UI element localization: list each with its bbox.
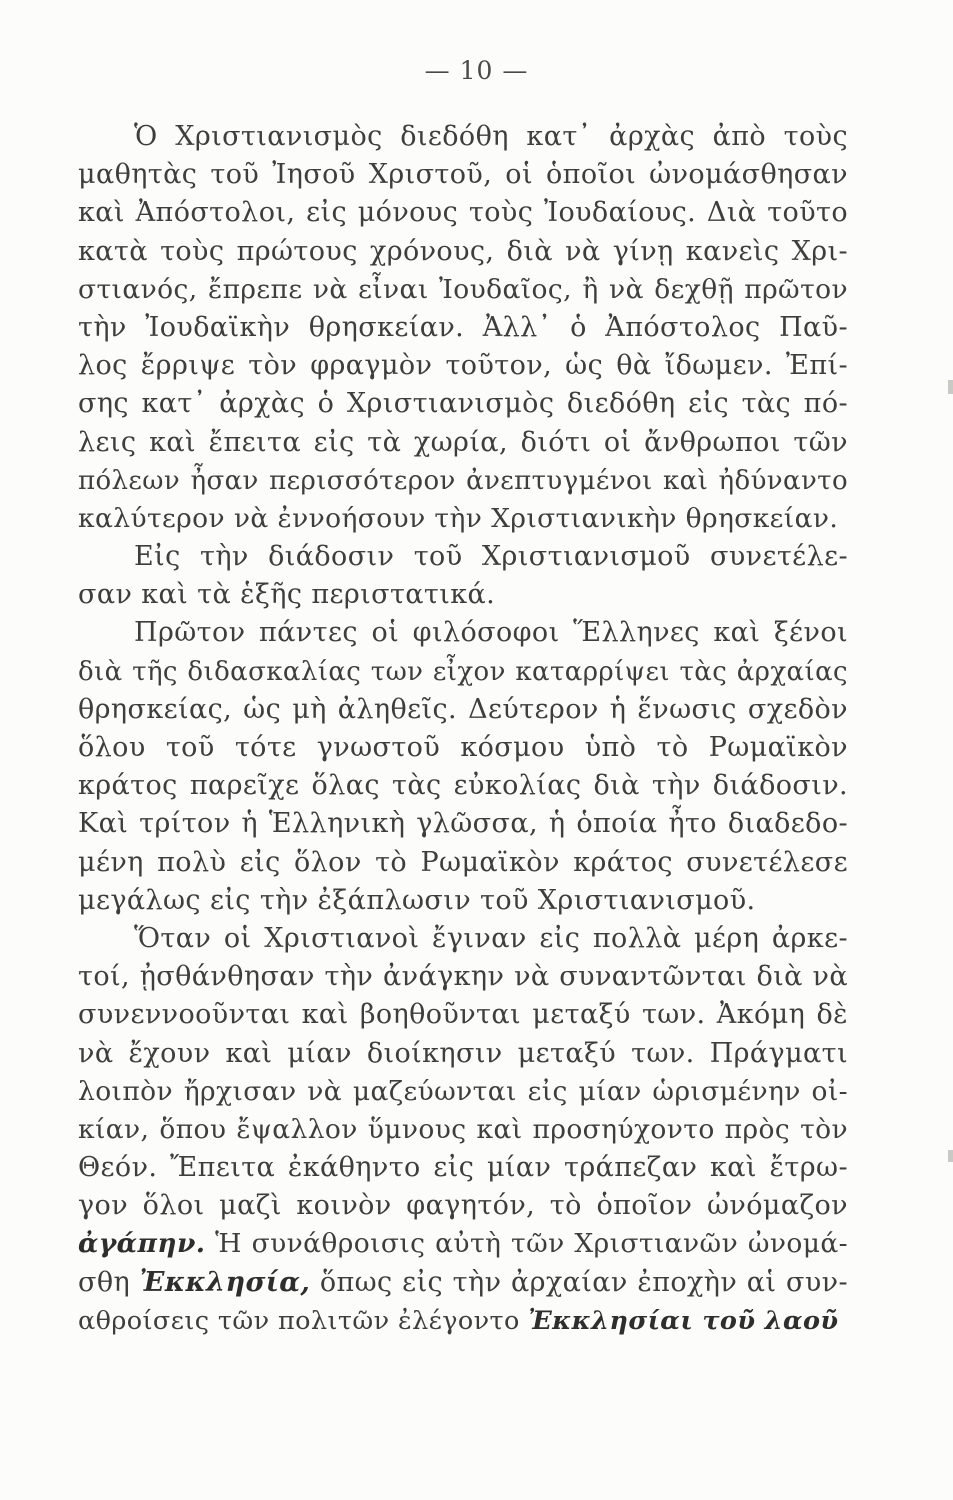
line-text: μένη πολὺ εἰς ὅλον τὸ Ρωμαϊκὸν κράτος συνετέλεσε — [78, 846, 848, 878]
text-line — [78, 958, 848, 996]
text-line — [78, 500, 848, 538]
line-text: σης κατ᾽ ἀρχὰς ὁ Χριστιανισμὸς διεδόθη εἰς τὰς πό- — [78, 388, 848, 420]
text-line — [78, 996, 848, 1034]
text-line — [78, 767, 848, 805]
line-text: καλύτερον νὰ ἐννοήσουν τὴν Χριστιανικὴν θρησκείαν. — [78, 502, 839, 534]
text-line — [78, 1264, 848, 1302]
text-line — [78, 882, 848, 920]
body-text — [78, 118, 848, 1340]
line-text: Ὅταν οἱ Χριστιανοὶ ἔγιναν εἰς πολλὰ μέρη ἀρκε- — [134, 922, 848, 954]
text-line — [78, 1111, 848, 1149]
text-line — [78, 271, 848, 309]
line-text: κίαν, ὅπου ἔψαλλον ὕμνους καὶ προσηύχοντο πρὸς τὸν — [78, 1113, 848, 1145]
line-text: συνεννοοῦνται καὶ βοηθοῦνται μεταξύ των. Ἀκόμη δὲ — [78, 999, 848, 1031]
text-line — [78, 462, 848, 500]
text-line — [78, 309, 848, 347]
page-edge-mark — [948, 1150, 953, 1162]
line-text-lead: αθροίσεις τῶν πολιτῶν ἐλέγοντο — [78, 1305, 529, 1336]
text-line — [78, 1187, 848, 1225]
line-text: πόλεων ἦσαν περισσότερον ἀνεπτυγμένοι καὶ ἠδύναντο — [78, 465, 848, 496]
line-text: θρησκείας, ὡς μὴ ἀληθεῖς. Δεύτερον ἡ ἕνωσις σχεδὸν — [78, 693, 848, 725]
line-text: στιανός, ἔπρεπε νὰ εἶναι Ἰουδαῖος, ἢ νὰ δεχθῇ πρῶτον — [78, 273, 848, 305]
line-text: κράτος παρεῖχε ὅλας τὰς εὐκολίας διὰ τὴν διάδοσιν. — [78, 770, 848, 802]
text-line — [78, 385, 848, 423]
text-line — [78, 1225, 848, 1263]
line-text: γον ὅλοι μαζὶ κοινὸν φαγητόν, τὸ ὁποῖον ὠνόμαζον — [78, 1190, 848, 1222]
text-line — [78, 805, 848, 843]
text-line — [78, 156, 848, 194]
line-text: κατὰ τοὺς πρώτους χρόνους, διὰ νὰ γίνῃ κανεὶς Χρι- — [78, 235, 848, 267]
line-text: Ὁ Χριστιανισμὸς διεδόθη κατ᾽ ἀρχὰς ἀπὸ τοὺς — [134, 121, 848, 152]
emphasized-term: Ἐκκλησία, — [139, 1266, 311, 1298]
text-line — [78, 844, 848, 882]
text-line — [78, 118, 848, 156]
line-text: τὴν Ἰουδαϊκὴν θρησκείαν. Ἀλλ᾽ ὁ Ἀπόστολος Παῦ- — [78, 311, 848, 343]
text-line — [78, 576, 848, 614]
line-text: Πρῶτον πάντες οἱ φιλόσοφοι Ἕλληνες καὶ ξένοι — [134, 617, 848, 649]
line-text: μαθητὰς τοῦ Ἰησοῦ Χριστοῦ, οἱ ὁποῖοι ὠνομάσθησαν — [78, 159, 848, 191]
line-text: Καὶ τρίτον ἡ Ἑλληνικὴ γλῶσσα, ἡ ὁποία ἦτο διαδεδο- — [78, 808, 848, 840]
text-line — [78, 347, 848, 385]
text-line — [78, 729, 848, 767]
line-text: νὰ ἔχουν καὶ μίαν διοίκησιν μεταξύ των. Πράγματι — [78, 1037, 848, 1069]
text-line — [78, 538, 848, 576]
line-text: ὅπως εἰς τὴν ἀρχαίαν ἐποχὴν αἱ συν- — [310, 1266, 848, 1298]
line-text: μεγάλως εἰς τὴν ἐξάπλωσιν τοῦ Χριστιανισμοῦ. — [78, 884, 756, 916]
page-edge-mark — [948, 380, 953, 394]
text-line — [78, 1073, 848, 1111]
line-text: ὅλου τοῦ τότε γνωστοῦ κόσμου ὑπὸ τὸ Ρωμαϊκὸν — [78, 732, 848, 763]
text-line — [78, 1035, 848, 1073]
line-text-lead: σθη — [78, 1266, 140, 1298]
line-text: Ἡ συνάθροισις αὐτὴ τῶν Χριστιανῶν ὠνομά- — [205, 1228, 848, 1260]
line-text: λοιπὸν ἤρχισαν νὰ μαζεύωνται εἰς μίαν ὡρισμένην οἰ- — [78, 1075, 848, 1107]
text-line — [78, 194, 848, 232]
emphasized-term: ἀγάπην. — [78, 1228, 206, 1260]
text-line — [78, 614, 848, 652]
text-line — [78, 233, 848, 271]
text-line — [78, 1302, 848, 1340]
text-line — [78, 653, 848, 691]
text-line — [78, 920, 848, 958]
line-text: λος ἔρριψε τὸν φραγμὸν τοῦτον, ὡς θὰ ἴδωμεν. Ἐπί- — [78, 350, 848, 382]
line-text: καὶ Ἀπόστολοι, εἰς μόνους τοὺς Ἰουδαίους. Διὰ τοῦτο — [78, 197, 848, 229]
line-text: τοί, ᾐσθάνθησαν τὴν ἀνάγκην νὰ συναντῶνται διὰ νὰ — [78, 961, 848, 993]
line-text: Θεόν. Ἔπειτα ἐκάθηντο εἰς μίαν τράπεζαν καὶ ἔτρω- — [78, 1152, 848, 1184]
page-number: — 10 — — [424, 56, 529, 85]
line-text: διὰ τῆς διδασκαλίας των εἶχον καταρρίψει τὰς ἀρχαίας — [78, 656, 848, 687]
line-text: σαν καὶ τὰ ἑξῆς περιστατικά. — [78, 579, 496, 611]
line-text: λεις καὶ ἔπειτα εἰς τὰ χωρία, διότι οἱ ἄνθρωποι τῶν — [78, 426, 848, 458]
emphasized-term: Ἐκκλησίαι τοῦ λαοῦ — [528, 1305, 839, 1336]
text-line — [78, 1149, 848, 1187]
line-text: Εἰς τὴν διάδοσιν τοῦ Χριστιανισμοῦ συνετέλε- — [134, 541, 848, 573]
text-line — [78, 424, 848, 462]
text-line — [78, 691, 848, 729]
